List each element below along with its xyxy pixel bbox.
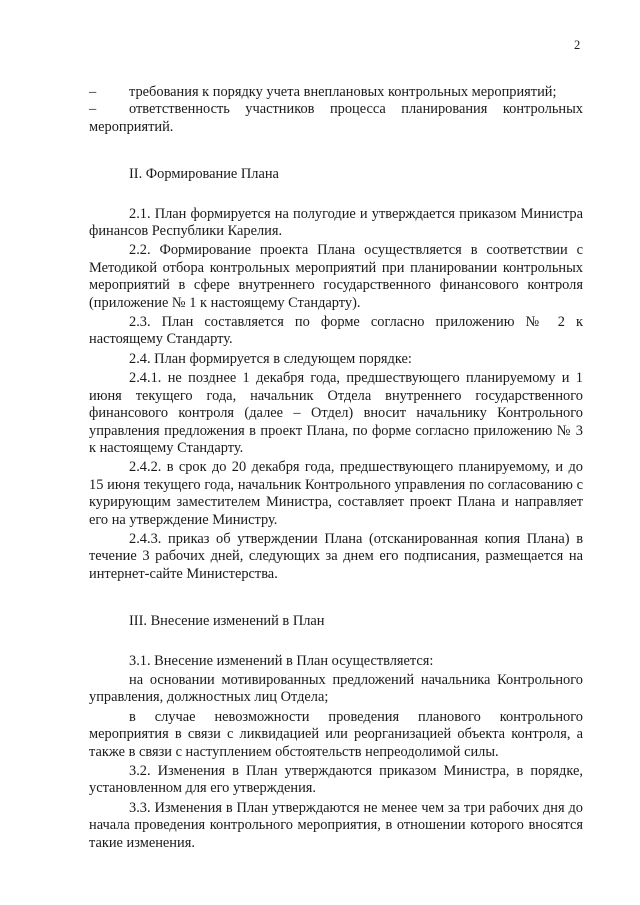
paragraph-2-3: 2.3. План составляется по форме согласно приложению № 2 к настоящему Стандарту. xyxy=(89,314,583,348)
paragraph-2-4-1: 2.4.1. не позднее 1 декабря года, предшествующего планируемому и 1 июня текущего года, начальник Отдела внутреннего государственного финансового контроля (далее – Отдел) вносит начальнику Контрольного управления предложения в проект Плана, по форме согласно приложению № 3 к настоящему Стандарту. xyxy=(89,370,583,456)
paragraph-2-4: 2.4. План формируется в следующем порядке: xyxy=(129,350,412,367)
list-item: – требования к порядку учета внеплановых контрольных мероприятий; xyxy=(89,84,557,100)
paragraph-2-1: 2.1. План формируется на полугодие и утверждается приказом Министра финансов Республики Карелия. xyxy=(89,205,583,240)
list-dash: – xyxy=(89,84,97,100)
list-dash: – xyxy=(89,101,97,118)
page-number: 2 xyxy=(574,38,581,52)
page-body xyxy=(89,84,583,852)
paragraph-2-2: 2.2. Формирование проекта Плана осуществляется в соответствии с Методикой отбора контрольных мероприятий при планировании контрольных мероприятий в сфере внутреннего государственного финансового контроля (приложение № 1 к настоящему Стандарту). xyxy=(89,242,583,311)
paragraph-3-1: 3.1. Внесение изменений в План осуществляется: xyxy=(129,652,434,669)
paragraph-2-4-2: 2.4.2. в срок до 20 декабря года, предшествующего планируемому, и до 15 июня текущего года, начальник Контрольного управления по согласованию с курирующим заместителем Министра, составляет проект Плана и направляет его на утверждение Министру. xyxy=(89,459,583,528)
section-heading-2: II. Формирование Плана xyxy=(129,166,279,183)
paragraph-3-1-b: в случае невозможности проведения планового контрольного мероприятия в связи с ликвидацией или реорганизацией объекта контроля, а также в связи с наступлением обстоятельств непреодолимой силы. xyxy=(89,708,583,760)
section-heading-3: III. Внесение изменений в План xyxy=(129,613,325,630)
requirements-list xyxy=(89,84,583,136)
paragraph-2-4-3: 2.4.3. приказ об утверждении Плана (отсканированная копия Плана) в течение 3 рабочих дней, следующих за днем его подписания, размещается на интернет-сайте Министерства. xyxy=(89,530,583,582)
paragraph-3-3: 3.3. Изменения в План утверждаются не менее чем за три рабочих дня до начала проведения контрольного мероприятия, в отношении которого вносятся такие изменения. xyxy=(89,799,583,851)
paragraph-3-1-a: на основании мотивированных предложений начальника Контрольного управления, должностных лиц Отдела; xyxy=(89,671,583,706)
list-item: – ответственность участников процесса планирования контрольных мероприятий. xyxy=(89,101,583,135)
paragraph-3-2: 3.2. Изменения в План утверждаются приказом Министра, в порядке, установленном для его утверждения. xyxy=(89,763,583,797)
